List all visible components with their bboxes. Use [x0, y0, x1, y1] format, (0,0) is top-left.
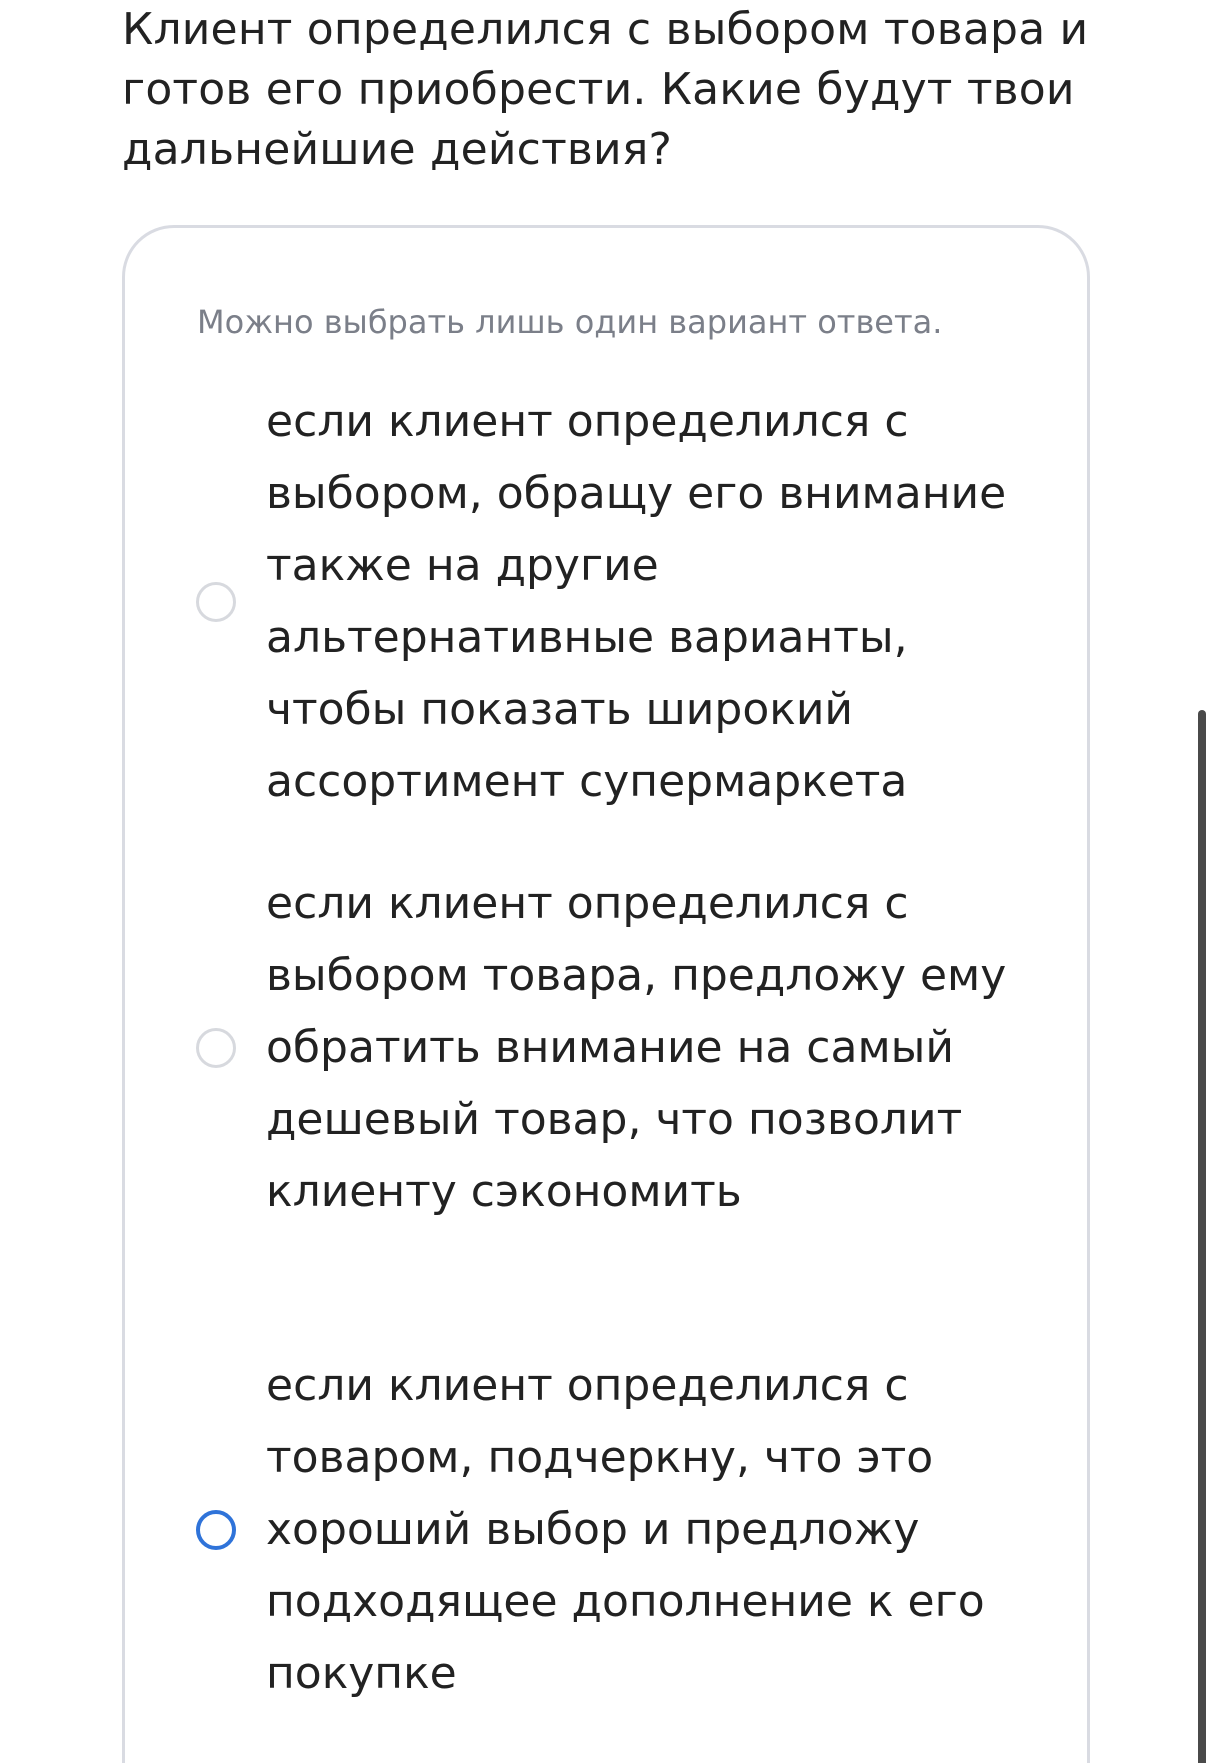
answer-option-3[interactable] [196, 1350, 1016, 1710]
answer-option-1-label[interactable]: если клиент определился с выбором, обращу его внимание также на другие альтернативные варианты, чтобы показать широкий ассортимент супермаркета [266, 396, 1007, 807]
answer-option-2-label[interactable]: если клиент определился с выбором товара, предложу ему обратить внимание на самый дешевый товар, что позволит клиенту сэкономить [266, 878, 1007, 1217]
scrollbar-thumb[interactable] [1198, 710, 1206, 1763]
answer-option-3-label[interactable]: если клиент определился с товаром, подчеркну, что это хороший выбор и предложу подходящее дополнение к его покупке [266, 1360, 985, 1699]
answer-option-2[interactable] [196, 868, 1016, 1228]
answer-hint: Можно выбрать лишь один вариант ответа. [197, 303, 943, 341]
radio-button-3[interactable] [196, 1510, 236, 1550]
question-title: Клиент определился с выбором товара и готов его приобрести. Какие будут твои дальнейшие действия? [122, 4, 1089, 175]
radio-button-1[interactable] [196, 582, 236, 622]
answer-option-1[interactable] [196, 386, 1016, 818]
radio-button-2[interactable] [196, 1028, 236, 1068]
